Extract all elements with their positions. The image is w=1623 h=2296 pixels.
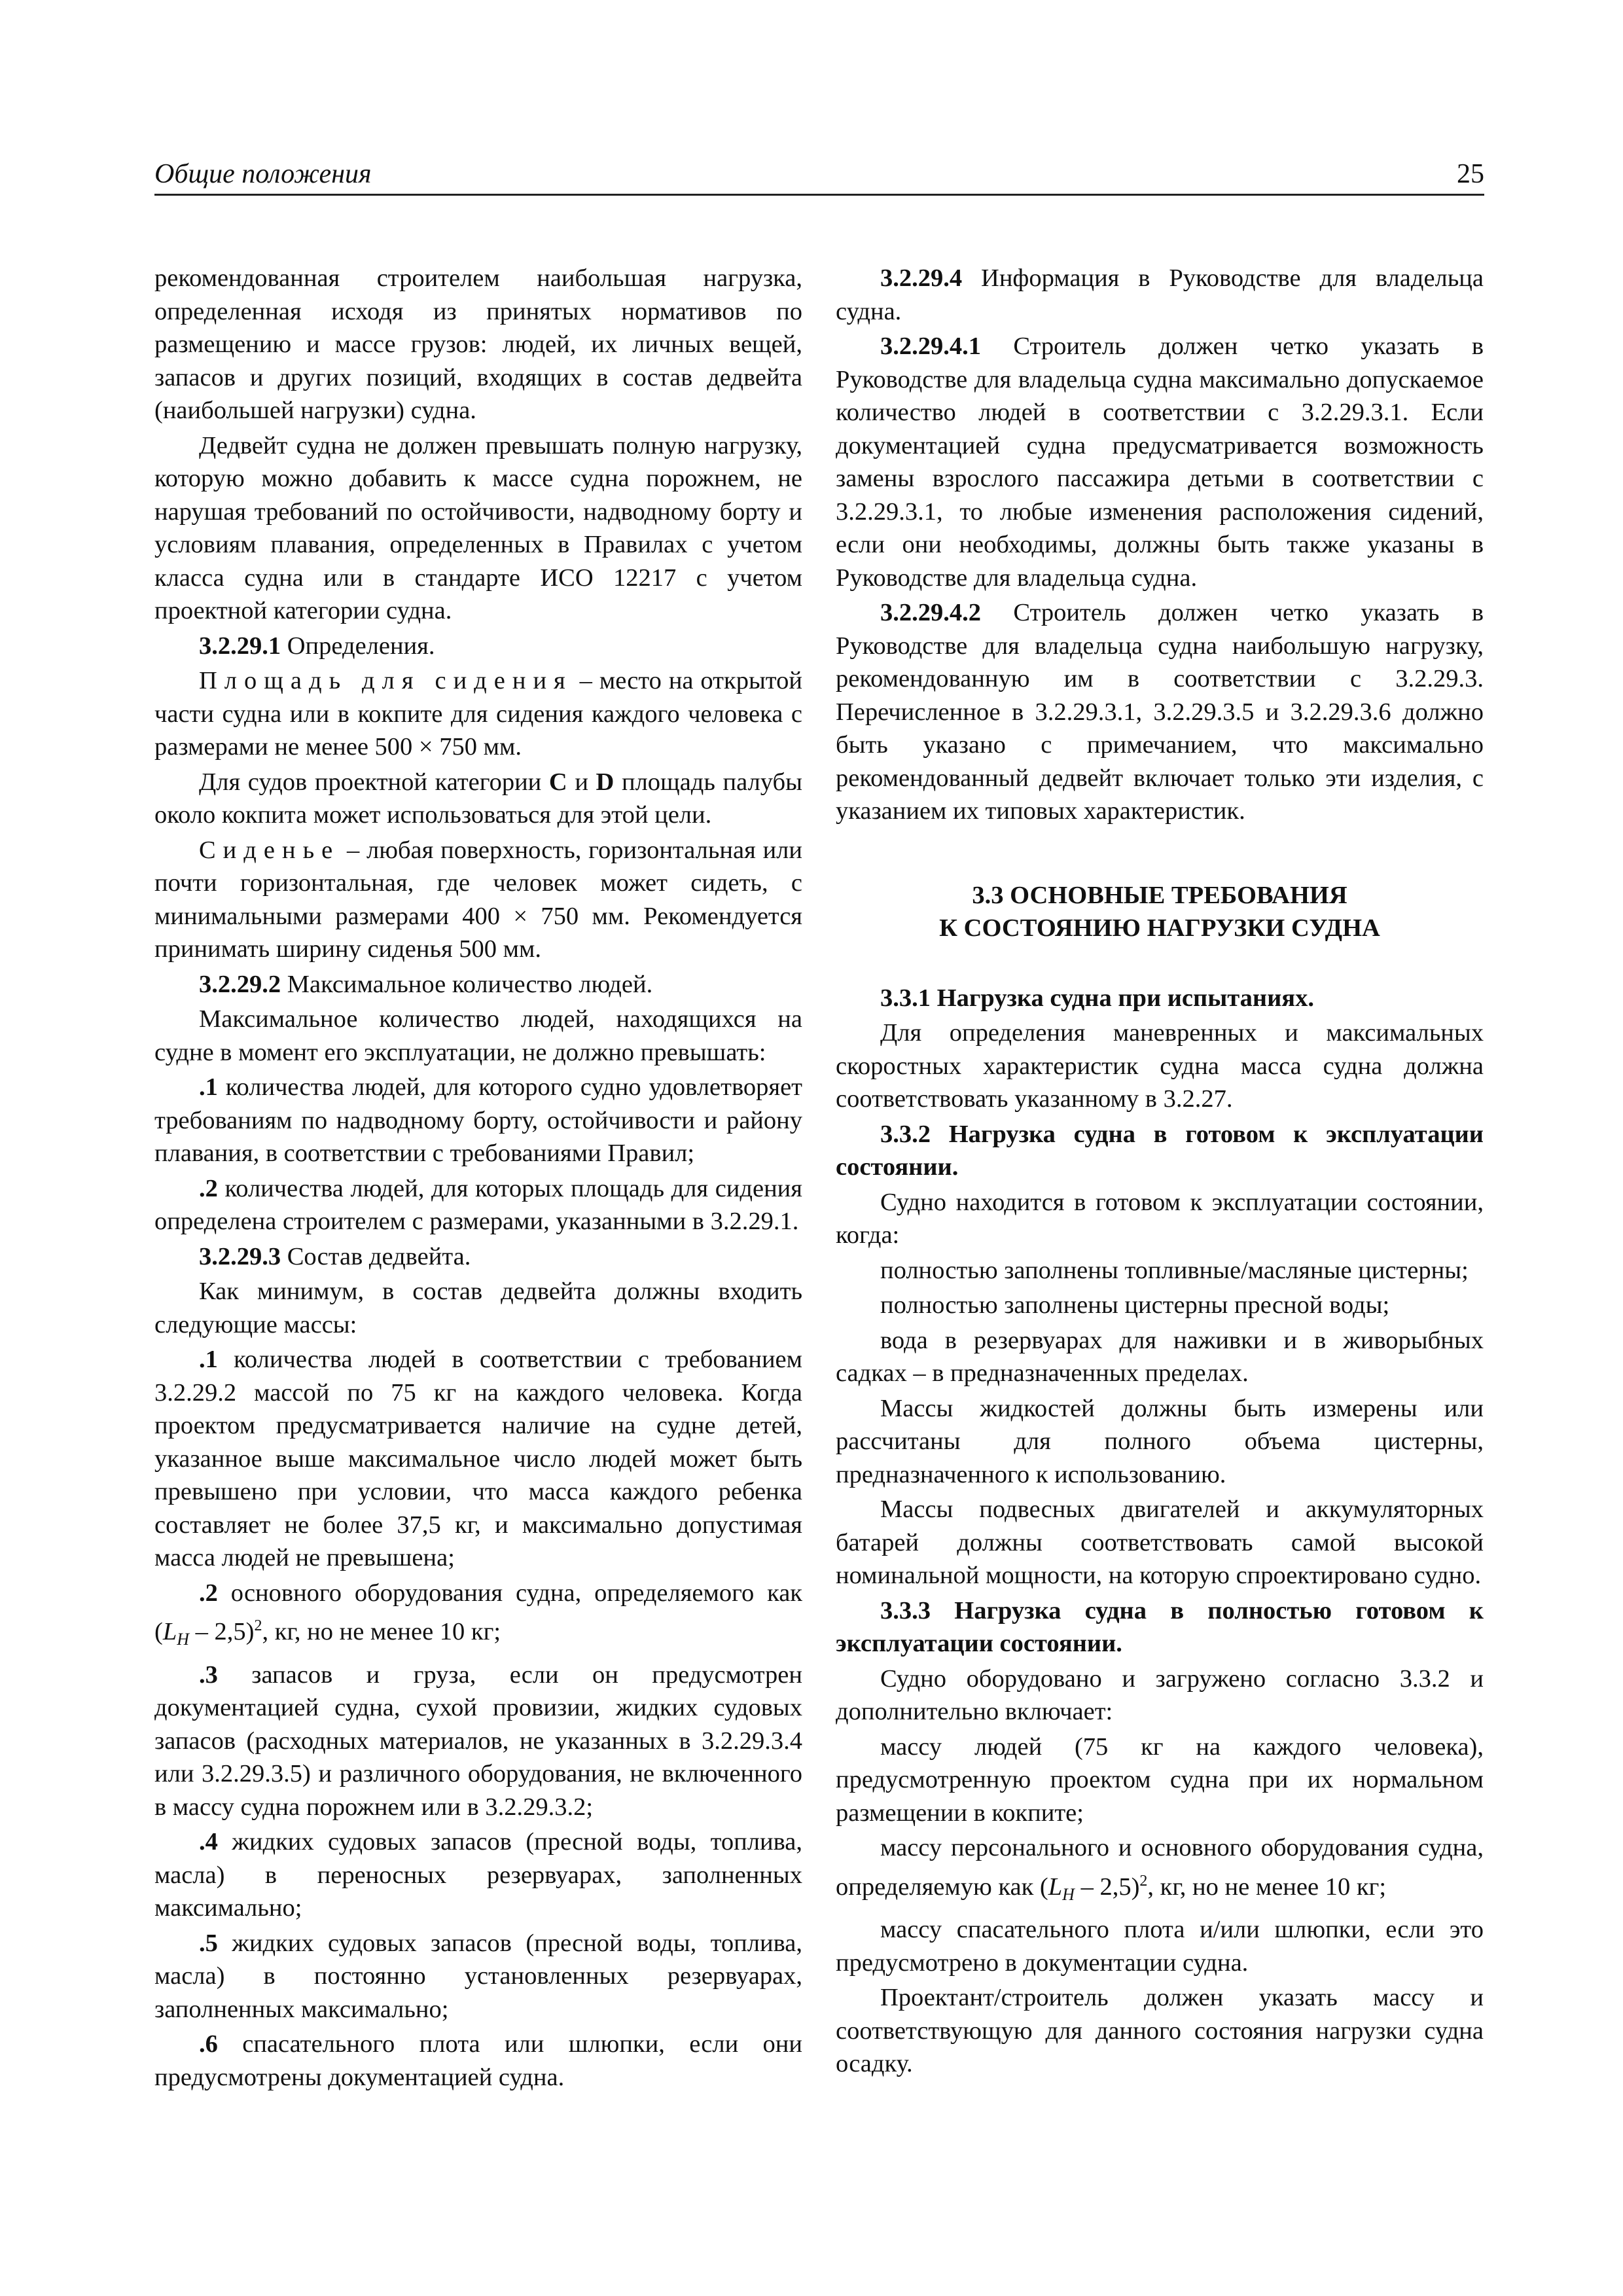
paragraph: Для судов проектной категории C и D площадь палубы около кокпита может использоваться для этой цели.: [154, 768, 802, 829]
clause-3-2-29-4-2: 3.2.29.4.2 Строитель должен четко указать в Руководстве для владельца судна наибольшую нагрузку, рекомендованную им в соответствии с 3.2.29.3. Перечисленное в 3.2.29.3.1, 3.2.29.3.5 и 3.2.29.3.6 должно быть указано с примечанием, что максимально рекомендованный дедвейт включает только эти изделия, с указанием их типовых характеристик.: [836, 599, 1484, 825]
clause-number: 3.2.29.4.2: [880, 599, 981, 626]
right-column: [836, 262, 1484, 2083]
paragraph: Судно находится в готовом к эксплуатации состоянии, когда:: [836, 1188, 1484, 1249]
paragraph: массу спасательного плота и/или шлюпки, если это предусмотрено в документации судна.: [836, 1916, 1484, 1977]
paragraph: Как минимум, в состав дедвейта должны входить следующие массы:: [154, 1278, 802, 1338]
clause-number: 3.2.29.4: [880, 264, 963, 292]
paragraph: полностью заполнены топливные/масляные цистерны;: [880, 1256, 1469, 1284]
paragraph: Проектант/строитель должен указать массу и соответствующую для данного состояния нагрузки судна осадку.: [836, 1984, 1484, 2077]
paragraph: Дедвейт судна не должен превышать полную нагрузку, которую можно добавить к массе судна порожнем, не нарушая требований по остойчивости, надводному борту и условиям плавания, определенных в Правилах с учетом класса судна или в стандарте ИСО 12217 с учетом проектной категории судна.: [154, 431, 802, 624]
page-number: 25: [1457, 159, 1484, 189]
list-item: .4 жидких судовых запасов (пресной воды, топлива, масла) в переносных резервуарах, заполненных максимально;: [154, 1828, 802, 1922]
list-item: .6 спасательного плота или шлюпки, если они предусмотрены документацией судна.: [154, 2030, 802, 2091]
paragraph: Максимальное количество людей, находящихся на судне в момент его эксплуатации, не должно превышать:: [154, 1005, 802, 1066]
defined-term: Площадь для сидения: [199, 667, 573, 694]
list-item: .1 количества людей в соответствии с требованием 3.2.29.2 массой по 75 кг на каждого человека. Когда проектом предусматривается наличие на судне детей, указанное выше максимальное число людей может быть превышено при условии, что масса каждого ребенка составляет не более 37,5 кг, и максимально допустимая масса людей не превышена;: [154, 1346, 802, 1571]
running-header: [154, 156, 1484, 196]
paragraph: Массы подвесных двигателей и аккумуляторных батарей должны соответствовать самой высокой номинальной мощности, на которую спроектировано судно.: [836, 1496, 1484, 1589]
definition-seat: Сиденье – любая поверхность, горизонтальная или почти горизонтальная, где человек может сидеть, с минимальными размерами 400 × 750 мм. Рекомендуется принимать ширину сиденья 500 мм.: [154, 836, 802, 963]
list-item: .2 количества людей, для которых площадь для сидения определена строителем с размерами, указанными в 3.2.29.1.: [154, 1174, 802, 1235]
paragraph: полностью заполнены цистерны пресной воды;: [880, 1291, 1390, 1319]
header-title: Общие положения: [154, 159, 372, 189]
paragraph: вода в резервуарах для наживки и в живорыбных садках – в предназначенных пределах.: [836, 1326, 1484, 1387]
clause-3-2-29-3: 3.2.29.3 Состав дедвейта.: [199, 1242, 471, 1270]
subsection-heading: 3.3.2 Нагрузка судна в готовом к эксплуатации состоянии.: [836, 1120, 1484, 1181]
section-heading: 3.3 ОСНОВНЫЕ ТРЕБОВАНИЯ К СОСТОЯНИЮ НАГРУЗКИ СУДНА: [939, 881, 1380, 942]
subsection-heading: 3.3.3 Нагрузка судна в полностью готовом к эксплуатации состоянии.: [836, 1596, 1484, 1657]
paragraph: рекомендованная строителем наибольшая нагрузка, определенная исходя из принятых нормативов по размещению и массе грузов: людей, их личных вещей, запасов и других позиций, входящих в состав дедвейта (наибольшей нагрузки) судна.: [154, 264, 802, 424]
clause-3-2-29-4-1: 3.2.29.4.1 Строитель должен четко указать в Руководстве для владельца судна максимально допускаемое количество людей в соответствии с 3.2.29.3.1. Если документацией судна предусматривается возможность замены взрослого пассажира детьми в соответствии с 3.2.29.3.1, то любые изменения расположения сидений, если они необходимы, должны быть также указаны в Руководстве для владельца судна.: [836, 332, 1484, 592]
clause-number: 3.2.29.2: [199, 970, 281, 998]
clause-3-2-29-1: 3.2.29.1 Определения.: [199, 632, 435, 660]
paragraph: Судно оборудовано и загружено согласно 3.3.2 и дополнительно включает:: [836, 1664, 1484, 1725]
definition-seating-area: Площадь для сидения – место на открытой части судна или в кокпите для сидения каждого человека с размерами не менее 500 × 750 мм.: [154, 667, 802, 761]
clause-3-2-29-2: 3.2.29.2 Максимальное количество людей.: [199, 970, 653, 998]
paragraph: массу персонального и основного оборудования судна, определяемую как $(L_H - 2,5)^2$, кг, но не менее 10 кг;: [836, 1834, 1484, 1904]
clause-number: 3.2.29.1: [199, 632, 281, 660]
paragraph: Массы жидкостей должны быть измерены или рассчитаны для полного объема цистерны, предназначенного к использованию.: [836, 1394, 1484, 1488]
list-item: .1 количества людей, для которого судно удовлетворяет требованиям по надводному борту, остойчивости и району плавания, в соответствии с требованиями Правил;: [154, 1073, 802, 1167]
subsection-heading: 3.3.1 Нагрузка судна при испытаниях.: [880, 984, 1314, 1012]
list-item: .5 жидких судовых запасов (пресной воды, топлива, масла) в постоянно установленных резервуарах, заполненных максимально;: [154, 1929, 802, 2023]
paragraph: массу людей (75 кг на каждого человека), предусмотренную проектом судна при их нормальном размещении в кокпите;: [836, 1732, 1484, 1827]
left-column: [154, 262, 802, 2096]
clause-number: 3.2.29.3: [199, 1242, 281, 1270]
paragraph: Для определения маневренных и максимальных скоростных характеристик судна масса судна должна соответствовать указанному в 3.2.27.: [836, 1019, 1484, 1113]
defined-term: Сиденье: [199, 836, 340, 864]
list-item: .2 основного оборудования судна, определяемого как $(L_H - 2,5)^2$, кг, но не менее 10 кг;: [154, 1579, 802, 1649]
clause-number: 3.2.29.4.1: [880, 332, 981, 360]
list-item: .3 запасов и груза, если он предусмотрен документацией судна, сухой провизии, жидких судовых запасов (расходных материалов, не указанных в 3.2.29.3.4 или 3.2.29.3.5) и различного оборудования, не включенного в массу судна порожнем или в 3.2.29.3.2;: [154, 1660, 802, 1821]
clause-3-2-29-4: 3.2.29.4 Информация в Руководстве для владельца судна.: [836, 264, 1484, 325]
